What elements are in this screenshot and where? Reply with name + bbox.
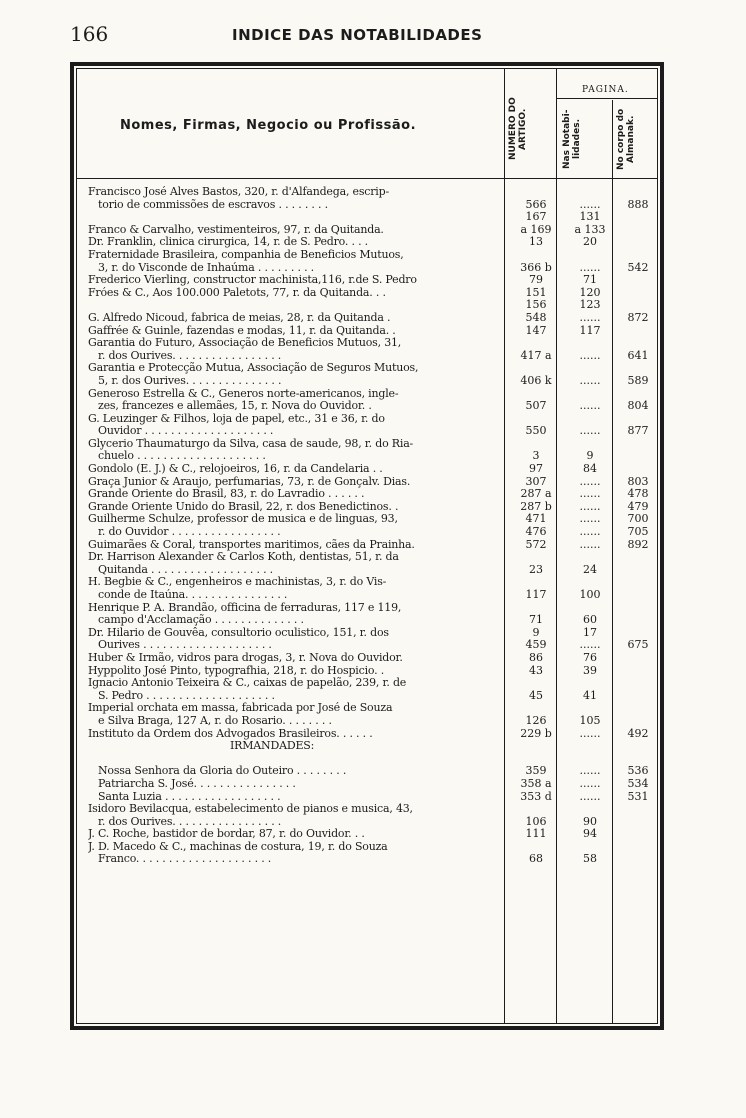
entry-name: H. Begbie & C., engenheiros e machinistas, 3, r. do Vis- — [88, 576, 387, 589]
table-row — [80, 728, 658, 741]
page-almanak: 892 — [627, 537, 649, 551]
table-row — [80, 828, 658, 841]
page-notabilidades: 117 — [579, 323, 601, 337]
table-row — [80, 362, 658, 375]
article-number: 507 — [525, 399, 547, 413]
entry-name: J. D. Macedo & C., machinas de costura, 19, r. do Souza — [88, 840, 388, 853]
page-notabilidades: 41 — [583, 688, 597, 702]
article-number: 287 a — [520, 487, 552, 501]
entry-name: Ourives . . . . . . . . . . . . . . . . . . . . — [98, 639, 272, 652]
page-notabilidades: ...... — [579, 424, 601, 438]
page-notabilidades: 84 — [583, 462, 597, 476]
article-number: 45 — [529, 688, 543, 702]
page-notabilidades: 17 — [583, 625, 597, 639]
table-row — [80, 388, 658, 401]
entry-name: G. Alfredo Nicoud, fabrica de meias, 28, r. da Quitanda . — [88, 311, 391, 324]
entry-name: r. do Ouvidor . . . . . . . . . . . . . . . . . — [98, 526, 281, 539]
table-row — [80, 702, 658, 715]
article-number: 23 — [529, 562, 543, 576]
header-rule — [76, 178, 658, 179]
table-row — [80, 476, 658, 489]
article-number: 151 — [525, 285, 547, 299]
article-number: 359 — [525, 764, 547, 778]
entry-name: Grande Oriente do Brasil, 83, r. do Lavradio . . . . . . — [88, 488, 365, 501]
table-row — [80, 186, 658, 199]
table-row — [80, 665, 658, 678]
entry-name: Grande Oriente Unido do Brasil, 22, r. dos Benedictinos. . — [88, 500, 399, 513]
table-row — [80, 564, 658, 577]
page-notabilidades: 24 — [583, 562, 597, 576]
entry-name: Dr. Harrison Alexander & Carlos Koth, dentistas, 51, r. da — [88, 551, 399, 564]
entry-name: Francisco José Alves Bastos, 320, r. d'Alfandega, escrip- — [88, 186, 389, 198]
table-row — [80, 199, 658, 212]
page-notabilidades: ...... — [579, 776, 601, 790]
page-notabilidades: 131 — [579, 210, 601, 224]
entry-name: Dr. Franklin, clinica cirurgica, 14, r. de S. Pedro. . . . — [88, 236, 368, 249]
pagina-rule — [556, 98, 658, 99]
page-almanak: 479 — [627, 499, 649, 513]
page-almanak: 534 — [627, 776, 649, 790]
page-notabilidades: ...... — [579, 638, 601, 652]
entry-name: Santa Luzia . . . . . . . . . . . . . . . . . . — [98, 790, 281, 803]
page-notabilidades: ...... — [579, 525, 601, 539]
entry-name: chuelo . . . . . . . . . . . . . . . . . . . . — [98, 450, 266, 463]
page-almanak: 492 — [627, 726, 649, 740]
article-number: 97 — [529, 462, 543, 476]
entry-name: Imperial orchata em massa, fabricada por José de Souza — [88, 702, 393, 715]
table-row — [80, 778, 658, 791]
names-column-header: Nomes, Firmas, Negocio ou Profissão. — [120, 118, 417, 133]
page-notabilidades: ...... — [579, 197, 601, 211]
page-notabilidades: ...... — [579, 512, 601, 526]
table-row — [80, 740, 658, 753]
pagina-column-header: PAGINA. — [582, 85, 629, 95]
page-title: INDICE DAS NOTABILIDADES — [232, 26, 483, 44]
table-row — [80, 325, 658, 338]
article-number: 229 b — [520, 726, 552, 740]
table-row — [80, 211, 658, 224]
page-almanak: 888 — [627, 197, 649, 211]
entry-name: Garantia do Futuro, Associação de Beneficios Mutuos, 31, — [88, 337, 402, 350]
table-row — [80, 589, 658, 602]
page-almanak: 536 — [627, 764, 649, 778]
article-number: 71 — [529, 613, 543, 627]
page-almanak: 542 — [627, 260, 649, 274]
entry-name: Franco. . . . . . . . . . . . . . . . . . . . . — [98, 853, 272, 866]
page-notabilidades: ...... — [579, 474, 601, 488]
entry-name: r. dos Ourives. . . . . . . . . . . . . . . . . — [98, 815, 282, 828]
article-number: 353 d — [520, 789, 552, 803]
article-number: 126 — [525, 713, 547, 727]
table-row — [80, 576, 658, 589]
page-notabilidades: ...... — [579, 726, 601, 740]
table-row — [80, 463, 658, 476]
article-number: 548 — [525, 310, 547, 324]
article-number: 3 — [532, 449, 540, 463]
entry-name: Ouvidor . . . . . . . . . . . . . . . . . . . . — [98, 425, 274, 438]
table-row — [80, 551, 658, 564]
page-almanak: 589 — [627, 373, 649, 387]
table-row — [80, 627, 658, 640]
page-notabilidades: 58 — [583, 852, 597, 866]
table-row — [80, 488, 658, 501]
table-row — [80, 262, 658, 275]
table-row — [80, 400, 658, 413]
entry-name: torio de commissões de escravos . . . . . . . . — [98, 198, 328, 211]
corpo-almanak-header: No corpo do Almanak. — [616, 108, 636, 170]
entry-name: Nossa Senhora da Gloria do Outeiro . . . . . . . . — [98, 765, 347, 778]
page-almanak: 803 — [627, 474, 649, 488]
page-notabilidades: ...... — [579, 399, 601, 413]
page-almanak: 675 — [627, 638, 649, 652]
page-almanak: 531 — [627, 789, 649, 803]
article-number: 13 — [529, 235, 543, 249]
page-notabilidades: 39 — [583, 663, 597, 677]
entry-name: Henrique P. A. Brandão, officina de ferraduras, 117 e 119, — [88, 601, 402, 614]
article-number: 358 a — [520, 776, 552, 790]
entry-name: Graça Junior & Araujo, perfumarias, 73, r. de Gonçalv. Dias. — [88, 475, 411, 488]
page-notabilidades: 9 — [586, 449, 594, 463]
table-row — [80, 690, 658, 703]
page-notabilidades: a 133 — [574, 222, 606, 236]
page-notabilidades: ...... — [579, 260, 601, 274]
table-row — [80, 539, 658, 552]
table-row — [80, 753, 658, 766]
entry-name: Guilherme Schulze, professor de musica e de linguas, 93, — [88, 513, 398, 526]
article-number: 106 — [525, 814, 547, 828]
entry-name: Fróes & C., Aos 100.000 Paletots, 77, r. da Quitanda. . . — [88, 286, 386, 299]
article-number: 86 — [529, 650, 543, 664]
page-notabilidades: ...... — [579, 487, 601, 501]
entry-name: Ignacio Antonio Teixeira & C., caixas de papelão, 239, r. de — [88, 677, 407, 690]
article-number: 459 — [525, 638, 547, 652]
entry-name: Garantia e Protecção Mutua, Associação de Seguros Mutuos, — [88, 362, 419, 375]
entry-name: Fraternidade Brasileira, companhia de Beneficios Mutuos, — [88, 248, 404, 261]
table-row — [80, 791, 658, 804]
article-number: a 169 — [520, 222, 552, 236]
page-almanak: 700 — [627, 512, 649, 526]
entry-name: Dr. Hilario de Gouvêa, consultorio oculistico, 151, r. dos — [88, 626, 389, 639]
entry-name: J. C. Roche, bastidor de bordar, 87, r. do Ouvidor. . . — [88, 828, 365, 841]
entry-name: Huber & Irmão, vidros para drogas, 3, r. Nova do Ouvidor. — [88, 651, 403, 664]
article-number: 43 — [529, 663, 543, 677]
table-row — [80, 803, 658, 816]
entry-name: Hyppolito José Pinto, typografhia, 218, r. do Hospicio. . — [88, 664, 385, 677]
table-row — [80, 639, 658, 652]
table-row — [80, 853, 658, 866]
article-number: 147 — [525, 323, 547, 337]
page-notabilidades: 120 — [579, 285, 601, 299]
table-row — [80, 765, 658, 778]
entry-name: 5, r. dos Ourives. . . . . . . . . . . . . . . — [98, 374, 282, 387]
entry-name: S. Pedro . . . . . . . . . . . . . . . . . . . . — [98, 689, 275, 702]
entry-name: campo d'Acclamação . . . . . . . . . . . . . . — [98, 614, 304, 627]
entry-name: Instituto da Ordem dos Advogados Brasileiros. . . . . . — [88, 727, 373, 740]
article-number: 366 b — [520, 260, 552, 274]
table-row — [80, 350, 658, 363]
table-row — [80, 375, 658, 388]
entry-name: Franco & Carvalho, vestimenteiros, 97, r. da Quitanda. — [88, 223, 384, 236]
page-notabilidades: 105 — [579, 713, 601, 727]
entry-name: Quitanda . . . . . . . . . . . . . . . . . . . — [98, 563, 273, 576]
table-row — [80, 312, 658, 325]
table-row — [80, 236, 658, 249]
table-row — [80, 224, 658, 237]
article-number: 68 — [529, 852, 543, 866]
entry-name: zes, francezes e allemães, 15, r. Nova do Ouvidor. . — [98, 400, 372, 413]
page-notabilidades: ...... — [579, 373, 601, 387]
page-number: 166 — [70, 22, 109, 46]
page-notabilidades: 76 — [583, 650, 597, 664]
page-notabilidades: ...... — [579, 499, 601, 513]
table-row — [80, 715, 658, 728]
entry-name: Gaffrée & Guinle, fazendas e modas, 11, r. da Quitanda. . — [88, 324, 396, 337]
page-notabilidades: 60 — [583, 613, 597, 627]
page-notabilidades: ...... — [579, 764, 601, 778]
article-number: 550 — [525, 424, 547, 438]
entry-name: 3, r. do Visconde de Inhaúma . . . . . . . . . — [98, 261, 314, 274]
table-row — [80, 652, 658, 665]
entries-list — [80, 186, 658, 866]
table-row — [80, 816, 658, 829]
entry-name: Glycerio Thaumaturgo da Silva, casa de saude, 98, r. do Ria- — [88, 437, 414, 450]
article-number: 476 — [525, 525, 547, 539]
page-notabilidades: ...... — [579, 348, 601, 362]
nas-notabilidades-header: Nas Notabi-lidades. — [562, 109, 582, 169]
entry-name: Patriarcha S. José. . . . . . . . . . . . . . . . — [98, 777, 296, 790]
page-almanak: 478 — [627, 487, 649, 501]
table-row — [80, 614, 658, 627]
table-row — [80, 249, 658, 262]
table-row — [80, 841, 658, 854]
article-number: 417 a — [520, 348, 552, 362]
entry-name: conde de Itaúna. . . . . . . . . . . . . . . . — [98, 589, 288, 601]
entry-name: Frederico Vierling, constructor machinista,116, r.de S. Pedro — [88, 274, 417, 287]
article-number: 471 — [525, 512, 547, 526]
table-row — [80, 526, 658, 539]
table-row — [80, 602, 658, 615]
page-almanak: 877 — [627, 424, 649, 438]
table-row — [80, 677, 658, 690]
page-notabilidades: ...... — [579, 310, 601, 324]
entry-name: Gondolo (E. J.) & C., relojoeiros, 16, r. da Candelaria . . — [88, 463, 383, 476]
table-row — [80, 425, 658, 438]
page-notabilidades: 20 — [583, 235, 597, 249]
article-number: 9 — [532, 625, 540, 639]
article-number: 156 — [525, 298, 547, 312]
page-header — [0, 10, 746, 50]
table-row — [80, 501, 658, 514]
page-almanak: 872 — [627, 310, 649, 324]
table-row — [80, 450, 658, 463]
table-row — [80, 287, 658, 300]
page-almanak: 641 — [627, 348, 649, 362]
entry-name: IRMANDADES: — [230, 740, 315, 753]
page-notabilidades: 100 — [579, 588, 601, 601]
table-row — [80, 513, 658, 526]
article-number: 572 — [525, 537, 547, 551]
entry-name: Isidoro Bevilacqua, estabelecimento de pianos e musica, 43, — [88, 803, 413, 816]
article-number: 566 — [525, 197, 547, 211]
article-number: 167 — [525, 210, 547, 224]
entry-name: r. dos Ourives. . . . . . . . . . . . . . . . . — [98, 349, 282, 362]
table-row — [80, 438, 658, 451]
article-number: 287 b — [520, 499, 552, 513]
article-number: 117 — [525, 588, 547, 601]
table-row — [80, 337, 658, 350]
page-notabilidades: 71 — [583, 273, 597, 287]
page-notabilidades: ...... — [579, 537, 601, 551]
table-row — [80, 413, 658, 426]
article-number: 111 — [525, 827, 547, 841]
table-row — [80, 299, 658, 312]
entry-name: Generoso Estrella & C., Generos norte-americanos, ingle- — [88, 387, 399, 400]
page-notabilidades: 123 — [579, 298, 601, 312]
entry-name: e Silva Braga, 127 A, r. do Rosario. . . . . . . . — [98, 714, 332, 727]
numero-column-header: NUMERO DO ARTIGO. — [508, 97, 528, 161]
article-number: 79 — [529, 273, 543, 287]
page-almanak: 705 — [627, 525, 649, 539]
table-row — [80, 274, 658, 287]
page-notabilidades: ...... — [579, 789, 601, 803]
article-number: 406 k — [520, 373, 552, 387]
page-notabilidades: 94 — [583, 827, 597, 841]
entry-name: Guimarães & Coral, transportes maritimos, cães da Prainha. — [88, 538, 415, 551]
article-number: 307 — [525, 474, 547, 488]
page-almanak: 804 — [627, 399, 649, 413]
entry-name: G. Leuzinger & Filhos, loja de papel, etc., 31 e 36, r. do — [88, 412, 385, 425]
page-notabilidades: 90 — [583, 814, 597, 828]
